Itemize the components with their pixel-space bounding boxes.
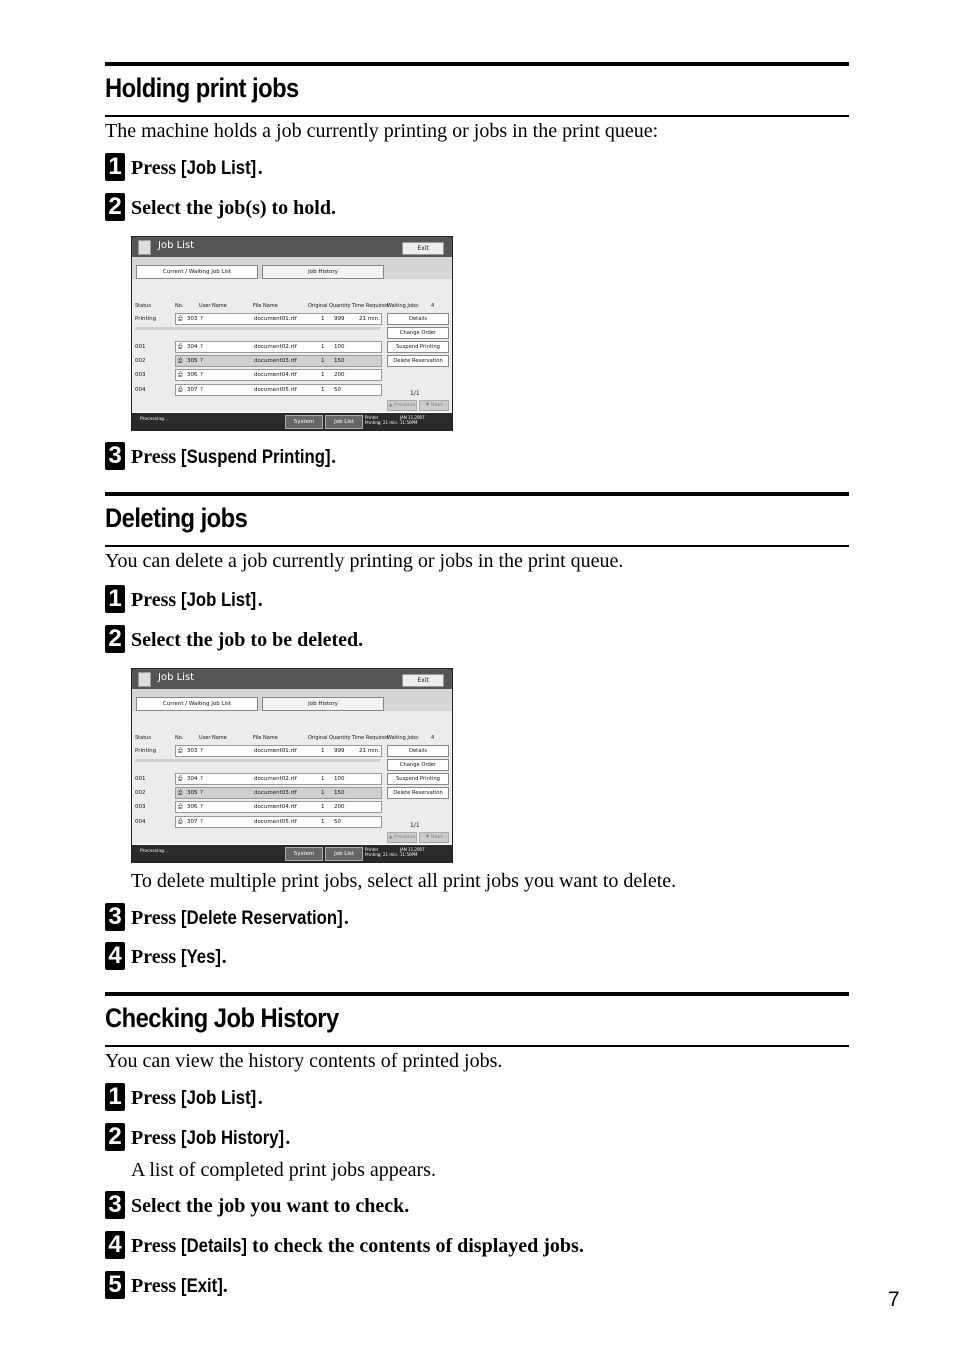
date-time: JAN 11,2007 11:50PM [400,847,425,857]
printer-icon: ⎙ [178,372,183,378]
section-heading: Deleting jobs [105,503,248,533]
waiting-jobs: Waiting Jobs: 4 [387,303,435,309]
date-time: JAN 11,2007 11:50PM [400,415,425,425]
step-text: Press [Delete Reservation]. [131,907,349,929]
row-status: 002 [135,790,146,796]
tab-current-waiting[interactable]: Current / Waiting Job List [136,697,258,711]
job-row[interactable]: ⎙ 306 ? document04.rtf 1 200 [175,801,382,813]
processing-text: Processing... [140,849,169,854]
col-original: Original [308,735,328,741]
tab-job-history[interactable]: Job History [262,265,384,279]
exit-button[interactable]: Exit [402,242,444,255]
waiting-jobs: Waiting Jobs: 4 [387,735,435,741]
step-text: Press [Suspend Printing]. [131,446,337,468]
printer-icon: ⎙ [178,776,183,782]
key-label: [Job List] [181,1088,257,1109]
printer-icon: ⎙ [178,790,183,796]
key-label: [Job History] [181,1128,285,1149]
col-no: No. [175,735,184,741]
step-number: 1 [105,585,125,613]
key-label: [Suspend Printing] [181,447,331,468]
section-heading: Checking Job History [105,1003,339,1033]
job-row[interactable]: ⎙ 303 ? document01.rtf 1 999 21 min. [175,745,382,757]
col-user: User Name [199,303,227,309]
job-row[interactable]: ⎙ 304 ? document02.rtf 1 100 [175,773,382,785]
row-status: 004 [135,387,146,393]
job-row[interactable]: ⎙ 306 ? document04.rtf 1 200 [175,369,382,381]
step-number: 2 [105,625,125,653]
row-status: Printing [135,748,157,754]
col-time: Time Required [352,735,389,741]
document-icon [138,672,151,687]
page-indicator: 1/1 [410,822,420,829]
processing-text: Processing... [140,417,169,422]
col-file: File Name [253,735,278,741]
row-status: Printing [135,316,157,322]
intro-text: You can view the history contents of printed jobs. [105,1050,503,1072]
step-number: 3 [105,442,125,470]
col-time: Time Required [352,303,389,309]
exit-button[interactable]: Exit [402,674,444,687]
printer-icon: ⎙ [178,316,183,322]
system-status-button[interactable]: System Status [285,847,323,861]
step-text: Press [Job History]. [131,1127,291,1149]
step-text: Press [Exit]. [131,1275,228,1297]
section-heading: Holding print jobs [105,73,299,103]
section-rule-bottom [105,545,849,547]
col-quantity: Quantity [329,303,351,309]
suspend-printing-button[interactable]: Suspend Printing [387,341,449,353]
suspend-printing-button[interactable]: Suspend Printing [387,773,449,785]
col-user: User Name [199,735,227,741]
job-row[interactable]: ⎙ 303 ? document01.rtf 1 999 21 min. [175,313,382,325]
col-quantity: Quantity [329,735,351,741]
system-status-button[interactable]: System Status [285,415,323,429]
next-button[interactable]: ▼ Next [419,400,449,411]
step-text: Select the job(s) to hold. [131,197,336,219]
printer-icon: ⎙ [178,387,183,393]
step-number: 3 [105,903,125,931]
document-icon [138,240,151,255]
screen-title: Job List [158,672,195,683]
row-status: 002 [135,358,146,364]
step-number: 4 [105,942,125,970]
note-text: To delete multiple print jobs, select all print jobs you want to delete. [131,870,677,892]
intro-text: The machine holds a job currently printing or jobs in the print queue: [105,120,659,142]
section-rule-top [105,62,849,66]
step-text: Press [Yes]. [131,946,227,968]
step-number: 5 [105,1271,125,1299]
intro-text: You can delete a job currently printing or jobs in the print queue. [105,550,624,572]
note-text: A list of completed print jobs appears. [131,1159,436,1181]
job-list-button[interactable]: Job List [325,847,363,861]
printer-icon: ⎙ [178,748,183,754]
separator [135,759,380,762]
printer-icon: ⎙ [178,819,183,825]
step-text: Press [Details] to check the contents of displayed jobs. [131,1235,584,1257]
step-number: 2 [105,1123,125,1151]
step-number: 2 [105,193,125,221]
printer-status: Printer Printing: 21 min. [365,415,399,425]
col-status: Status [135,735,151,741]
tab-current-waiting[interactable]: Current / Waiting Job List [136,265,258,279]
row-status: 003 [135,372,146,378]
step-text: Press [Job List]. [131,157,263,179]
key-label: [Delete Reservation] [181,908,343,929]
section-rule-top [105,992,849,996]
screen-title: Job List [158,240,195,251]
row-status: 001 [135,344,146,350]
col-original: Original [308,303,328,309]
page-number: 7 [888,1288,900,1311]
key-label: [Details] [181,1236,248,1257]
change-order-button[interactable]: Change Order [387,327,449,339]
step-text: Select the job to be deleted. [131,629,364,651]
job-row[interactable]: ⎙ 307 ? document05.rtf 1 50 [175,384,382,396]
row-status: 003 [135,804,146,810]
step-number: 1 [105,1083,125,1111]
job-row[interactable]: ⎙ 307 ? document05.rtf 1 50 [175,816,382,828]
row-status: 001 [135,776,146,782]
separator [135,327,380,330]
step-number: 3 [105,1191,125,1219]
job-list-screenshot [131,236,453,437]
printer-icon: ⎙ [178,804,183,810]
next-button[interactable]: ▼ Next [419,832,449,843]
details-button[interactable]: Details [387,313,449,325]
previous-button[interactable]: ▲ Previous [387,400,417,411]
key-label: [Job List] [181,158,257,179]
printer-icon: ⎙ [178,358,183,364]
section-rule-bottom [105,1045,849,1047]
job-row-selected[interactable]: ⎙ 305 ? document03.rtf 1 150 [175,787,382,799]
tab-job-history[interactable]: Job History [262,697,384,711]
delete-reservation-button[interactable]: Delete Reservation [387,787,449,799]
step-text: Select the job you want to check. [131,1195,410,1217]
section-rule-bottom [105,115,849,117]
step-text: Press [Job List]. [131,1087,263,1109]
row-status: 004 [135,819,146,825]
step-text: Press [Job List]. [131,589,263,611]
printer-icon: ⎙ [178,344,183,350]
previous-button[interactable]: ▲ Previous [387,832,417,843]
job-row-selected[interactable]: ⎙ 305 ? document03.rtf 1 150 [175,355,382,367]
page-indicator: 1/1 [410,390,420,397]
step-number: 1 [105,153,125,181]
section-rule-top [105,492,849,496]
key-label: [Job List] [181,590,257,611]
change-order-button[interactable]: Change Order [387,759,449,771]
details-button[interactable]: Details [387,745,449,757]
printer-status: Printer Printing: 21 min. [365,847,399,857]
col-status: Status [135,303,151,309]
step-number: 4 [105,1231,125,1259]
key-label: [Exit] [181,1276,223,1297]
delete-reservation-button[interactable]: Delete Reservation [387,355,449,367]
col-no: No. [175,303,184,309]
col-file: File Name [253,303,278,309]
job-list-screenshot [131,668,453,869]
job-row[interactable]: ⎙ 304 ? document02.rtf 1 100 [175,341,382,353]
key-label: [Yes] [181,947,222,968]
job-list-button[interactable]: Job List [325,415,363,429]
